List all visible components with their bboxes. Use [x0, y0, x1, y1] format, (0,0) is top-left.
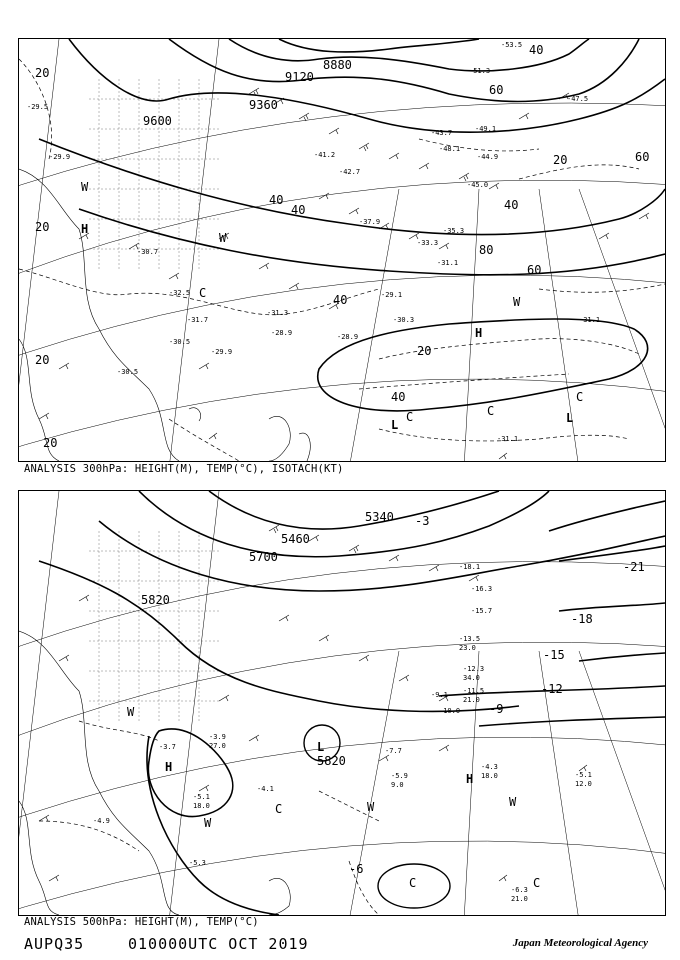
temperature-label: -29.1 — [381, 291, 403, 299]
high-pressure-symbol: H — [165, 760, 173, 774]
low-pressure-symbol: L — [566, 411, 574, 425]
panel-300hpa-caption: ANALYSIS 300hPa: HEIGHT(M), TEMP(°C), ISOTACH(KT) — [24, 463, 344, 475]
isotach-labels — [35, 43, 649, 450]
jet-hatching — [89, 531, 219, 721]
isotach-label: 20 — [35, 220, 50, 234]
station-value: 18.0 — [193, 802, 210, 810]
isotach-label: 20 — [43, 436, 58, 450]
warm-symbol: W — [204, 816, 212, 830]
station-value: -4.3 — [481, 763, 498, 771]
height-label: 5460 — [281, 532, 310, 546]
isotherm-contours — [19, 59, 665, 461]
temperature-label: -29.5 — [27, 103, 49, 111]
temperature-label: -32.5 — [169, 289, 191, 297]
valid-time: 010000UTC OCT 2019 — [128, 935, 309, 953]
temperature-label: -37.9 — [359, 218, 381, 226]
isotach-label: 20 — [35, 353, 50, 367]
temperature-label: -30.7 — [137, 248, 159, 256]
station-value: -5.3 — [189, 859, 206, 867]
warm-symbol: W — [81, 180, 89, 194]
station-value: 21.0 — [463, 696, 480, 704]
agency-name: Japan Meteorological Agency — [512, 937, 648, 949]
temperature-label: -29.9 — [211, 348, 233, 356]
temperature-label: -45.0 — [467, 181, 489, 189]
station-values — [93, 563, 592, 903]
map-300hpa-svg — [19, 39, 665, 461]
isotherm-label: -6 — [349, 862, 364, 876]
height-labels — [143, 58, 352, 128]
station-value: -5.1 — [575, 771, 592, 779]
cold-symbol: C — [406, 410, 414, 424]
temperature-label: -31.1 — [497, 435, 519, 443]
isotherm-label: -3 — [415, 514, 430, 528]
station-value: -7.7 — [385, 747, 402, 755]
temperature-label: -30.3 — [393, 316, 415, 324]
height-label: 5340 — [365, 510, 394, 524]
station-value: 34.0 — [463, 674, 480, 682]
temperature-label: -48.1 — [439, 145, 461, 153]
warm-symbol: W — [509, 795, 517, 809]
station-value: 9.0 — [391, 781, 404, 789]
height-label: 9120 — [285, 70, 314, 84]
station-value: -3.9 — [209, 733, 226, 741]
station-value: -10.0 — [439, 707, 461, 715]
isotach-contour — [318, 319, 648, 411]
station-value: -18.1 — [459, 563, 481, 571]
isotherm-label: -18 — [571, 612, 593, 626]
warm-symbol: W — [127, 705, 135, 719]
height-label: 9600 — [143, 114, 172, 128]
temperature-label: -31.3 — [267, 309, 289, 317]
isotach-label: 60 — [527, 263, 542, 277]
height-contours — [39, 491, 665, 915]
isotherm-label: -21 — [623, 560, 645, 574]
warm-symbol: W — [219, 231, 227, 245]
isotach-label: 40 — [291, 203, 306, 217]
station-value: 21.0 — [511, 895, 528, 903]
isotherm-label: -9 — [489, 702, 504, 716]
temperature-label: -44.9 — [477, 153, 499, 161]
height-label: 5700 — [249, 550, 278, 564]
jet-hatching — [89, 79, 219, 269]
isotherm-label: -12 — [541, 682, 563, 696]
isotach-label: 20 — [35, 66, 50, 80]
temperature-label: -43.7 — [431, 129, 453, 137]
map-500hpa-svg — [19, 491, 665, 915]
cold-symbol: C — [409, 876, 417, 890]
isotach-label: 60 — [635, 150, 650, 164]
height-label: 8880 — [323, 58, 352, 72]
isotach-label: 40 — [504, 198, 519, 212]
temperature-label: -51.3 — [469, 67, 491, 75]
station-value: 27.0 — [209, 742, 226, 750]
station-value: -4.1 — [257, 785, 274, 793]
warm-symbol: W — [367, 800, 375, 814]
station-value: -3.7 — [159, 743, 176, 751]
isotach-label: 40 — [391, 390, 406, 404]
high-pressure-symbol: H — [466, 772, 474, 786]
coastline — [19, 631, 290, 915]
wind-barbs — [39, 525, 587, 881]
station-value: -11.5 — [463, 687, 485, 695]
temperature-label: -31.1 — [437, 259, 459, 267]
temperature-label: -33.3 — [417, 239, 439, 247]
height-contours — [39, 39, 665, 275]
temperature-label: -31.7 — [187, 316, 209, 324]
high-pressure-symbol: H — [81, 222, 89, 236]
cold-symbol: C — [275, 802, 283, 816]
low-pressure-symbol: L — [391, 418, 399, 432]
temperature-label: -42.7 — [339, 168, 361, 176]
height-label: 9360 — [249, 98, 278, 112]
temperature-label: -49.1 — [475, 125, 497, 133]
panel-500hpa-caption: ANALYSIS 500hPa: HEIGHT(M), TEMP(°C) — [24, 916, 259, 928]
temperature-label: -47.5 — [567, 95, 589, 103]
map-panel-500hpa — [18, 490, 666, 916]
cold-symbol: C — [576, 390, 584, 404]
temperature-label: -30.5 — [169, 338, 191, 346]
station-value: 12.0 — [575, 780, 592, 788]
station-value: -15.7 — [471, 607, 493, 615]
chart-code: AUPQ35 — [24, 935, 85, 953]
temperature-label: -28.9 — [271, 329, 293, 337]
station-value: -6.3 — [511, 886, 528, 894]
isotach-label: 80 — [479, 243, 494, 257]
low-pressure-symbol: L — [317, 740, 325, 754]
isotach-label: 40 — [269, 193, 284, 207]
station-value: -16.3 — [471, 585, 493, 593]
isotherm-labels — [349, 514, 645, 876]
high-pressure-symbol: H — [475, 326, 483, 340]
cold-symbol: C — [533, 876, 541, 890]
station-value: -9.1 — [431, 691, 448, 699]
isotach-label: 20 — [417, 344, 432, 358]
station-value: -12.3 — [463, 665, 485, 673]
temperature-label: -31.1 — [579, 316, 601, 324]
temperature-label: -28.9 — [337, 333, 359, 341]
graticule — [19, 491, 665, 915]
temperature-label: -41.2 — [314, 151, 336, 159]
height-label: 5820 — [317, 754, 346, 768]
station-value: 23.0 — [459, 644, 476, 652]
map-panel-300hpa — [18, 38, 666, 462]
height-label: 5820 — [141, 593, 170, 607]
station-value: -5.9 — [391, 772, 408, 780]
station-value: -13.5 — [459, 635, 481, 643]
isotach-label: 60 — [489, 83, 504, 97]
temperature-label: -30.5 — [117, 368, 139, 376]
temperature-label: -29.9 — [49, 153, 71, 161]
station-value: -4.9 — [93, 817, 110, 825]
isotherm-label: -15 — [543, 648, 565, 662]
station-value: 18.0 — [481, 772, 498, 780]
cold-symbol: C — [487, 404, 495, 418]
isotach-label: 40 — [333, 293, 348, 307]
warm-symbol: W — [513, 295, 521, 309]
isotach-label: 20 — [553, 153, 568, 167]
station-value: -5.1 — [193, 793, 210, 801]
isotach-label: 40 — [529, 43, 544, 57]
temperature-label: -35.3 — [443, 227, 465, 235]
temperature-label: -53.5 — [501, 41, 523, 49]
cold-symbol: C — [199, 286, 207, 300]
